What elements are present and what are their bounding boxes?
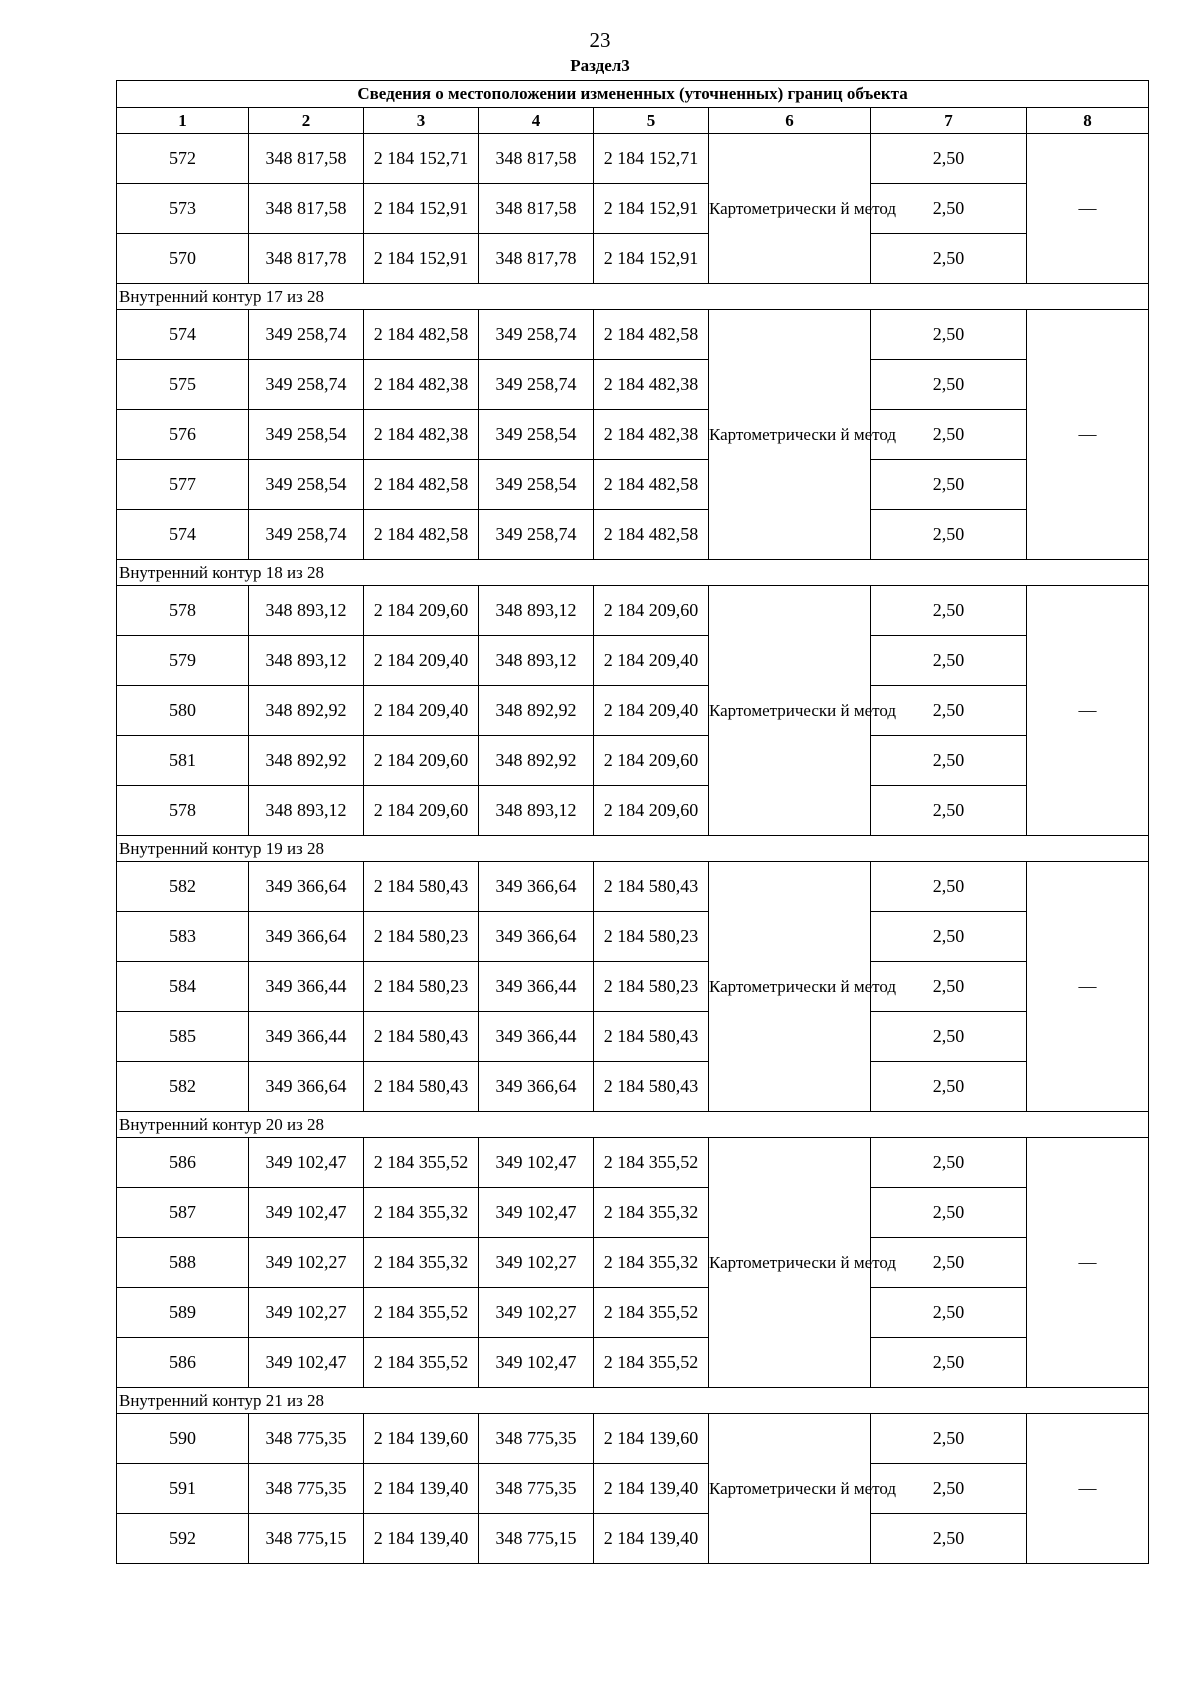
y-coord-cell: 2 184 209,60 (364, 586, 479, 636)
x-coord-new-cell: 348 775,35 (479, 1464, 594, 1514)
y-coord-cell: 2 184 355,32 (364, 1238, 479, 1288)
x-coord-cell: 348 892,92 (249, 686, 364, 736)
x-coord-new-cell: 348 892,92 (479, 686, 594, 736)
y-coord-cell: 2 184 355,52 (364, 1138, 479, 1188)
x-coord-new-cell: 349 366,64 (479, 1062, 594, 1112)
x-coord-new-cell: 349 258,54 (479, 410, 594, 460)
table-row (117, 1012, 1149, 1062)
point-number-cell: 578 (117, 586, 249, 636)
x-coord-cell: 349 102,47 (249, 1338, 364, 1388)
accuracy-cell: 2,50 (871, 310, 1027, 360)
page-number: 23 (589, 28, 611, 52)
column-8-cell: — (1027, 586, 1149, 836)
accuracy-cell: 2,50 (871, 410, 1027, 460)
y-coord-new-cell: 2 184 482,58 (594, 310, 709, 360)
x-coord-new-cell: 348 775,15 (479, 1514, 594, 1564)
x-coord-new-cell: 348 893,12 (479, 586, 594, 636)
x-coord-new-cell: 348 817,58 (479, 184, 594, 234)
table-row (117, 736, 1149, 786)
y-coord-new-cell: 2 184 355,52 (594, 1288, 709, 1338)
table-row (117, 686, 1149, 736)
x-coord-new-cell: 349 366,44 (479, 962, 594, 1012)
x-coord-cell: 348 893,12 (249, 636, 364, 686)
table-row (117, 1414, 1149, 1464)
column-header-6: 6 (709, 108, 871, 134)
point-number-cell: 587 (117, 1188, 249, 1238)
y-coord-cell: 2 184 580,23 (364, 962, 479, 1012)
y-coord-cell: 2 184 482,58 (364, 510, 479, 560)
table-row (117, 510, 1149, 560)
accuracy-cell: 2,50 (871, 686, 1027, 736)
table-row (117, 1514, 1149, 1564)
table-row (117, 310, 1149, 360)
x-coord-new-cell: 348 817,58 (479, 134, 594, 184)
contour-label: Внутренний контур 19 из 28 (117, 836, 1149, 862)
y-coord-cell: 2 184 355,52 (364, 1338, 479, 1388)
point-number-cell: 589 (117, 1288, 249, 1338)
method-cell: Картометрически й метод (709, 310, 871, 560)
column-8-cell: — (1027, 1138, 1149, 1388)
point-number-cell: 588 (117, 1238, 249, 1288)
column-header-7: 7 (871, 108, 1027, 134)
accuracy-cell: 2,50 (871, 360, 1027, 410)
table-row (117, 786, 1149, 836)
y-coord-new-cell: 2 184 482,38 (594, 410, 709, 460)
accuracy-cell: 2,50 (871, 1012, 1027, 1062)
x-coord-cell: 348 775,35 (249, 1414, 364, 1464)
y-coord-new-cell: 2 184 355,52 (594, 1338, 709, 1388)
y-coord-cell: 2 184 139,60 (364, 1414, 479, 1464)
x-coord-cell: 349 366,64 (249, 862, 364, 912)
table-row (117, 184, 1149, 234)
y-coord-cell: 2 184 209,60 (364, 786, 479, 836)
y-coord-cell: 2 184 482,58 (364, 460, 479, 510)
y-coord-cell: 2 184 139,40 (364, 1514, 479, 1564)
table-row (117, 862, 1149, 912)
x-coord-new-cell: 349 102,27 (479, 1238, 594, 1288)
column-header-8: 8 (1027, 108, 1149, 134)
column-8-cell: — (1027, 862, 1149, 1112)
x-coord-cell: 348 817,58 (249, 134, 364, 184)
table-row (117, 1188, 1149, 1238)
point-number-cell: 570 (117, 234, 249, 284)
point-number-cell: 572 (117, 134, 249, 184)
column-8-cell: — (1027, 134, 1149, 284)
x-coord-new-cell: 349 258,74 (479, 510, 594, 560)
y-coord-new-cell: 2 184 139,40 (594, 1514, 709, 1564)
y-coord-new-cell: 2 184 580,43 (594, 862, 709, 912)
x-coord-new-cell: 349 366,44 (479, 1012, 594, 1062)
table-row (117, 912, 1149, 962)
y-coord-new-cell: 2 184 209,60 (594, 786, 709, 836)
x-coord-cell: 349 102,27 (249, 1288, 364, 1338)
y-coord-new-cell: 2 184 209,60 (594, 586, 709, 636)
column-8-cell: — (1027, 1414, 1149, 1564)
point-number-cell: 575 (117, 360, 249, 410)
x-coord-new-cell: 349 258,74 (479, 310, 594, 360)
accuracy-cell: 2,50 (871, 1138, 1027, 1188)
y-coord-new-cell: 2 184 152,71 (594, 134, 709, 184)
y-coord-cell: 2 184 139,40 (364, 1464, 479, 1514)
y-coord-cell: 2 184 209,40 (364, 686, 479, 736)
y-coord-cell: 2 184 482,38 (364, 360, 479, 410)
column-header-5: 5 (594, 108, 709, 134)
x-coord-new-cell: 349 366,64 (479, 912, 594, 962)
x-coord-cell: 348 893,12 (249, 786, 364, 836)
accuracy-cell: 2,50 (871, 1188, 1027, 1238)
y-coord-new-cell: 2 184 139,40 (594, 1464, 709, 1514)
accuracy-cell: 2,50 (871, 1338, 1027, 1388)
accuracy-cell: 2,50 (871, 184, 1027, 234)
x-coord-new-cell: 348 817,78 (479, 234, 594, 284)
x-coord-cell: 348 775,35 (249, 1464, 364, 1514)
x-coord-new-cell: 348 892,92 (479, 736, 594, 786)
method-cell: Картометрически й метод (709, 586, 871, 836)
y-coord-cell: 2 184 580,23 (364, 912, 479, 962)
y-coord-new-cell: 2 184 209,60 (594, 736, 709, 786)
y-coord-new-cell: 2 184 152,91 (594, 234, 709, 284)
column-header-4: 4 (479, 108, 594, 134)
point-number-cell: 583 (117, 912, 249, 962)
table-row (117, 1464, 1149, 1514)
point-number-cell: 577 (117, 460, 249, 510)
contour-label-row (117, 560, 1149, 586)
point-number-cell: 586 (117, 1138, 249, 1188)
y-coord-cell: 2 184 580,43 (364, 1062, 479, 1112)
x-coord-new-cell: 348 893,12 (479, 786, 594, 836)
y-coord-new-cell: 2 184 482,38 (594, 360, 709, 410)
column-header-2: 2 (249, 108, 364, 134)
y-coord-new-cell: 2 184 209,40 (594, 686, 709, 736)
y-coord-cell: 2 184 152,91 (364, 234, 479, 284)
point-number-cell: 582 (117, 1062, 249, 1112)
y-coord-new-cell: 2 184 355,32 (594, 1238, 709, 1288)
table-row (117, 586, 1149, 636)
point-number-cell: 576 (117, 410, 249, 460)
accuracy-cell: 2,50 (871, 510, 1027, 560)
point-number-cell: 574 (117, 510, 249, 560)
y-coord-new-cell: 2 184 355,32 (594, 1188, 709, 1238)
y-coord-new-cell: 2 184 152,91 (594, 184, 709, 234)
table-row (117, 1138, 1149, 1188)
y-coord-new-cell: 2 184 209,40 (594, 636, 709, 686)
x-coord-cell: 349 258,74 (249, 310, 364, 360)
x-coord-cell: 349 366,64 (249, 912, 364, 962)
column-header-1: 1 (117, 108, 249, 134)
y-coord-cell: 2 184 482,58 (364, 310, 479, 360)
x-coord-cell: 349 366,44 (249, 962, 364, 1012)
table-row (117, 234, 1149, 284)
point-number-cell: 581 (117, 736, 249, 786)
y-coord-new-cell: 2 184 482,58 (594, 510, 709, 560)
x-coord-cell: 349 258,74 (249, 360, 364, 410)
x-coord-new-cell: 349 102,47 (479, 1138, 594, 1188)
x-coord-cell: 349 102,47 (249, 1188, 364, 1238)
method-cell: Картометрически й метод (709, 1414, 871, 1564)
y-coord-cell: 2 184 209,60 (364, 736, 479, 786)
point-number-cell: 592 (117, 1514, 249, 1564)
x-coord-cell: 348 775,15 (249, 1514, 364, 1564)
method-cell: Картометрически й метод (709, 1138, 871, 1388)
contour-label: Внутренний контур 20 из 28 (117, 1112, 1149, 1138)
point-number-cell: 591 (117, 1464, 249, 1514)
y-coord-cell: 2 184 482,38 (364, 410, 479, 460)
table-row (117, 636, 1149, 686)
contour-label: Внутренний контур 21 из 28 (117, 1388, 1149, 1414)
y-coord-cell: 2 184 580,43 (364, 862, 479, 912)
contour-label-row (117, 836, 1149, 862)
contour-label: Внутренний контур 17 из 28 (117, 284, 1149, 310)
table-row (117, 1238, 1149, 1288)
x-coord-new-cell: 349 258,54 (479, 460, 594, 510)
y-coord-cell: 2 184 152,71 (364, 134, 479, 184)
x-coord-new-cell: 348 893,12 (479, 636, 594, 686)
method-cell: Картометрически й метод (709, 134, 871, 284)
contour-label: Внутренний контур 18 из 28 (117, 560, 1149, 586)
y-coord-cell: 2 184 355,52 (364, 1288, 479, 1338)
point-number-cell: 574 (117, 310, 249, 360)
table-row (117, 1288, 1149, 1338)
point-number-cell: 585 (117, 1012, 249, 1062)
column-8-cell: — (1027, 310, 1149, 560)
x-coord-new-cell: 348 775,35 (479, 1414, 594, 1464)
y-coord-new-cell: 2 184 355,52 (594, 1138, 709, 1188)
point-number-cell: 582 (117, 862, 249, 912)
y-coord-new-cell: 2 184 580,43 (594, 1062, 709, 1112)
table-row (117, 962, 1149, 1012)
y-coord-new-cell: 2 184 580,23 (594, 912, 709, 962)
y-coord-cell: 2 184 152,91 (364, 184, 479, 234)
x-coord-cell: 349 258,54 (249, 410, 364, 460)
table-row (117, 1338, 1149, 1388)
accuracy-cell: 2,50 (871, 1062, 1027, 1112)
x-coord-cell: 348 893,12 (249, 586, 364, 636)
x-coord-cell: 349 366,64 (249, 1062, 364, 1112)
section-title: Раздел3 (570, 56, 630, 75)
accuracy-cell: 2,50 (871, 1514, 1027, 1564)
x-coord-cell: 348 817,58 (249, 184, 364, 234)
accuracy-cell: 2,50 (871, 912, 1027, 962)
accuracy-cell: 2,50 (871, 736, 1027, 786)
table-row (117, 1062, 1149, 1112)
accuracy-cell: 2,50 (871, 586, 1027, 636)
accuracy-cell: 2,50 (871, 962, 1027, 1012)
point-number-cell: 586 (117, 1338, 249, 1388)
table-row (117, 134, 1149, 184)
accuracy-cell: 2,50 (871, 636, 1027, 686)
x-coord-new-cell: 349 366,64 (479, 862, 594, 912)
x-coord-cell: 349 258,74 (249, 510, 364, 560)
y-coord-new-cell: 2 184 580,43 (594, 1012, 709, 1062)
coordinates-table (116, 80, 1149, 1564)
y-coord-new-cell: 2 184 139,60 (594, 1414, 709, 1464)
accuracy-cell: 2,50 (871, 786, 1027, 836)
table-body (117, 134, 1149, 1564)
y-coord-new-cell: 2 184 482,58 (594, 460, 709, 510)
contour-label-row (117, 1112, 1149, 1138)
point-number-cell: 578 (117, 786, 249, 836)
point-number-cell: 580 (117, 686, 249, 736)
contour-label-row (117, 1388, 1149, 1414)
x-coord-new-cell: 349 102,47 (479, 1188, 594, 1238)
table-caption: Сведения о местоположении измененных (уточненных) границ объекта (117, 81, 1149, 108)
accuracy-cell: 2,50 (871, 862, 1027, 912)
column-number-row (117, 108, 1149, 134)
column-header-3: 3 (364, 108, 479, 134)
x-coord-cell: 349 258,54 (249, 460, 364, 510)
accuracy-cell: 2,50 (871, 460, 1027, 510)
method-cell: Картометрически й метод (709, 862, 871, 1112)
point-number-cell: 584 (117, 962, 249, 1012)
accuracy-cell: 2,50 (871, 1288, 1027, 1338)
point-number-cell: 573 (117, 184, 249, 234)
x-coord-new-cell: 349 102,47 (479, 1338, 594, 1388)
table-row (117, 360, 1149, 410)
contour-label-row (117, 284, 1149, 310)
y-coord-new-cell: 2 184 580,23 (594, 962, 709, 1012)
x-coord-new-cell: 349 258,74 (479, 360, 594, 410)
y-coord-cell: 2 184 580,43 (364, 1012, 479, 1062)
y-coord-cell: 2 184 355,32 (364, 1188, 479, 1238)
x-coord-cell: 349 102,27 (249, 1238, 364, 1288)
table-row (117, 460, 1149, 510)
y-coord-cell: 2 184 209,40 (364, 636, 479, 686)
point-number-cell: 579 (117, 636, 249, 686)
accuracy-cell: 2,50 (871, 1238, 1027, 1288)
accuracy-cell: 2,50 (871, 1464, 1027, 1514)
x-coord-cell: 348 817,78 (249, 234, 364, 284)
x-coord-cell: 349 102,47 (249, 1138, 364, 1188)
x-coord-cell: 349 366,44 (249, 1012, 364, 1062)
x-coord-new-cell: 349 102,27 (479, 1288, 594, 1338)
x-coord-cell: 348 892,92 (249, 736, 364, 786)
accuracy-cell: 2,50 (871, 134, 1027, 184)
table-row (117, 410, 1149, 460)
accuracy-cell: 2,50 (871, 1414, 1027, 1464)
accuracy-cell: 2,50 (871, 234, 1027, 284)
point-number-cell: 590 (117, 1414, 249, 1464)
